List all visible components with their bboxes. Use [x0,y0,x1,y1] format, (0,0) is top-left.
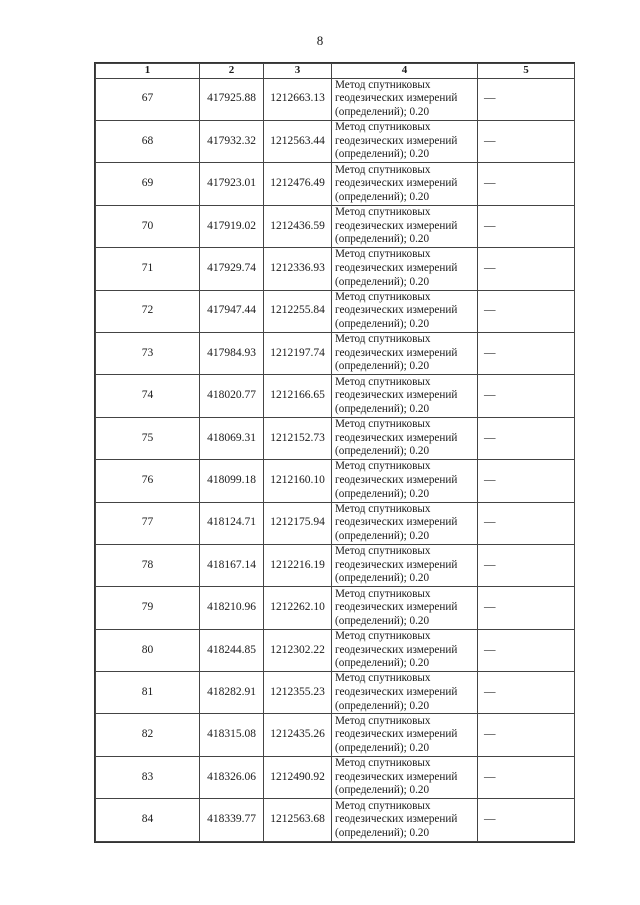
method-line: геодезических измерений [335,92,458,105]
method-line: Метод спутниковых [335,163,431,176]
y-coordinate-cell: 1212262.10 [264,587,332,629]
note-value: — [484,134,496,147]
method-line: геодезических измерений [335,219,458,232]
coordinates-table [95,63,575,842]
x-coordinate-cell: 418282.91 [200,672,264,714]
table-row [96,672,575,714]
note-value: — [484,558,496,571]
method-line: геодезических измерений [335,474,458,486]
y-coordinate-cell: 1212563.44 [264,120,332,162]
table-body [96,78,575,841]
method-line: геодезических измерений [335,813,458,826]
point-number-cell: 82 [96,714,200,756]
note-value: — [484,431,496,444]
method-line: Метод спутниковых [335,587,431,600]
point-number-cell: 80 [96,629,200,671]
note-cell [478,672,575,714]
method-line: Метод спутниковых [335,672,431,685]
table-row [96,78,575,120]
note-cell [478,629,575,671]
x-coordinate-cell: 418069.31 [200,417,264,459]
table-row [96,332,575,374]
table-row [96,290,575,332]
method-line: (определений); 0.20 [335,572,430,585]
method-cell [332,78,478,120]
method-line: (определений); 0.20 [335,784,430,797]
method-line: (определений); 0.20 [335,318,430,331]
column-header-4: 4 [332,64,478,79]
note-cell [478,756,575,798]
method-line: геодезических измерений [335,431,458,444]
x-coordinate-cell: 417984.93 [200,332,264,374]
y-coordinate-cell: 1212302.22 [264,629,332,671]
method-line: геодезических измерений [335,262,458,275]
x-coordinate-cell: 418167.14 [200,544,264,586]
y-coordinate-cell: 1212336.93 [264,248,332,290]
note-cell [478,205,575,247]
method-line: (определений); 0.20 [335,741,430,754]
point-number-cell: 69 [96,163,200,205]
point-number-cell: 71 [96,248,200,290]
table-row [96,587,575,629]
column-header-2: 2 [200,64,264,79]
method-line: геодезических измерений [335,770,458,783]
note-cell [478,714,575,756]
method-line: (определений); 0.20 [335,657,430,670]
method-cell [332,587,478,629]
point-number-cell: 68 [96,120,200,162]
x-coordinate-cell: 418099.18 [200,460,264,502]
method-line: геодезических измерений [335,516,458,529]
table-row [96,205,575,247]
method-line: геодезических измерений [335,389,458,402]
point-number-cell: 84 [96,799,200,841]
point-number-cell: 70 [96,205,200,247]
y-coordinate-cell: 1212435.26 [264,714,332,756]
method-cell [332,502,478,544]
note-value: — [484,516,496,529]
y-coordinate-cell: 1212152.73 [264,417,332,459]
x-coordinate-cell: 417947.44 [200,290,264,332]
page-number: 8 [316,33,324,48]
point-number-cell: 75 [96,417,200,459]
x-coordinate-cell: 417932.32 [200,120,264,162]
method-line: Метод спутниковых [335,375,431,388]
method-cell [332,332,478,374]
method-line: (определений); 0.20 [335,487,430,500]
note-value: — [484,219,496,232]
method-cell [332,248,478,290]
method-cell [332,205,478,247]
note-cell [478,799,575,841]
x-coordinate-cell: 418326.06 [200,756,264,798]
note-value: — [484,474,496,486]
table-row [96,502,575,544]
method-line: Метод спутниковых [335,799,431,812]
method-cell [332,629,478,671]
point-number-cell: 83 [96,756,200,798]
note-value: — [484,389,496,402]
x-coordinate-cell: 417919.02 [200,205,264,247]
method-line: Метод спутниковых [335,714,431,727]
method-line: Метод спутниковых [335,757,431,770]
table-row [96,756,575,798]
point-number-cell: 79 [96,587,200,629]
y-coordinate-cell: 1212663.13 [264,78,332,120]
method-cell [332,460,478,502]
method-cell [332,120,478,162]
x-coordinate-cell: 417929.74 [200,248,264,290]
x-coordinate-cell: 418339.77 [200,799,264,841]
method-line: Метод спутниковых [335,78,431,91]
method-line: (определений); 0.20 [335,106,430,119]
y-coordinate-cell: 1212166.65 [264,375,332,417]
coordinates-table-frame [94,62,575,843]
note-cell [478,120,575,162]
note-cell [478,417,575,459]
column-header-3: 3 [264,64,332,79]
y-coordinate-cell: 1212436.59 [264,205,332,247]
column-header-1: 1 [96,64,200,79]
y-coordinate-cell: 1212160.10 [264,460,332,502]
note-value: — [484,685,496,698]
method-line: Метод спутниковых [335,333,431,346]
y-coordinate-cell: 1212197.74 [264,332,332,374]
note-cell [478,78,575,120]
method-line: геодезических измерений [335,558,458,571]
note-value: — [484,813,496,826]
method-line: (определений); 0.20 [335,190,430,203]
method-line: (определений); 0.20 [335,614,430,627]
x-coordinate-cell: 418315.08 [200,714,264,756]
method-line: геодезических измерений [335,643,458,656]
point-number-cell: 78 [96,544,200,586]
x-coordinate-cell: 418124.71 [200,502,264,544]
method-line: Метод спутниковых [335,290,431,303]
method-line: Метод спутниковых [335,206,431,219]
note-value: — [484,92,496,105]
table-row [96,163,575,205]
table-row [96,248,575,290]
note-value: — [484,346,496,359]
method-line: (определений); 0.20 [335,233,430,246]
method-line: Метод спутниковых [335,418,431,431]
note-cell [478,587,575,629]
table-row [96,460,575,502]
column-header-5: 5 [478,64,575,79]
note-value: — [484,262,496,275]
method-line: геодезических измерений [335,601,458,614]
point-number-cell: 73 [96,332,200,374]
method-line: геодезических измерений [335,134,458,147]
note-cell [478,502,575,544]
method-line: Метод спутниковых [335,121,431,134]
method-line: Метод спутниковых [335,545,431,558]
y-coordinate-cell: 1212355.23 [264,672,332,714]
method-line: геодезических измерений [335,728,458,741]
method-cell [332,417,478,459]
point-number-cell: 77 [96,502,200,544]
method-line: Метод спутниковых [335,629,431,642]
method-line: геодезических измерений [335,177,458,190]
method-line: (определений); 0.20 [335,826,430,839]
note-cell [478,460,575,502]
note-value: — [484,728,496,741]
note-cell [478,290,575,332]
method-line: Метод спутниковых [335,248,431,261]
note-cell [478,163,575,205]
method-line: (определений); 0.20 [335,148,430,161]
note-cell [478,375,575,417]
method-cell [332,756,478,798]
method-cell [332,544,478,586]
y-coordinate-cell: 1212216.19 [264,544,332,586]
point-number-cell: 81 [96,672,200,714]
table-row [96,799,575,841]
y-coordinate-cell: 1212490.92 [264,756,332,798]
note-value: — [484,304,496,317]
note-value: — [484,177,496,190]
note-value: — [484,601,496,614]
method-line: (определений); 0.20 [335,275,430,288]
y-coordinate-cell: 1212175.94 [264,502,332,544]
point-number-cell: 76 [96,460,200,502]
method-line: геодезических измерений [335,304,458,317]
point-number-cell: 74 [96,375,200,417]
table-row [96,714,575,756]
method-line: геодезических измерений [335,346,458,359]
method-line: (определений); 0.20 [335,445,430,458]
table-row [96,629,575,671]
y-coordinate-cell: 1212255.84 [264,290,332,332]
method-cell [332,714,478,756]
table-row [96,120,575,162]
method-cell [332,163,478,205]
point-number-cell: 72 [96,290,200,332]
y-coordinate-cell: 1212476.49 [264,163,332,205]
method-line: (определений); 0.20 [335,699,430,712]
method-line: (определений); 0.20 [335,529,430,542]
note-value: — [484,770,496,783]
x-coordinate-cell: 418020.77 [200,375,264,417]
note-cell [478,248,575,290]
table-row [96,544,575,586]
x-coordinate-cell: 418244.85 [200,629,264,671]
point-number-cell: 67 [96,78,200,120]
x-coordinate-cell: 417923.01 [200,163,264,205]
method-cell [332,375,478,417]
method-line: Метод спутниковых [335,460,431,473]
note-cell [478,332,575,374]
method-line: (определений); 0.20 [335,402,430,415]
method-line: (определений); 0.20 [335,360,430,373]
note-cell [478,544,575,586]
note-value: — [484,643,496,656]
y-coordinate-cell: 1212563.68 [264,799,332,841]
table-row [96,417,575,459]
method-cell [332,799,478,841]
table-row [96,375,575,417]
table-header-row [96,64,575,79]
x-coordinate-cell: 418210.96 [200,587,264,629]
method-line: геодезических измерений [335,685,458,698]
method-cell [332,290,478,332]
method-cell [332,672,478,714]
x-coordinate-cell: 417925.88 [200,78,264,120]
method-line: Метод спутниковых [335,502,431,515]
